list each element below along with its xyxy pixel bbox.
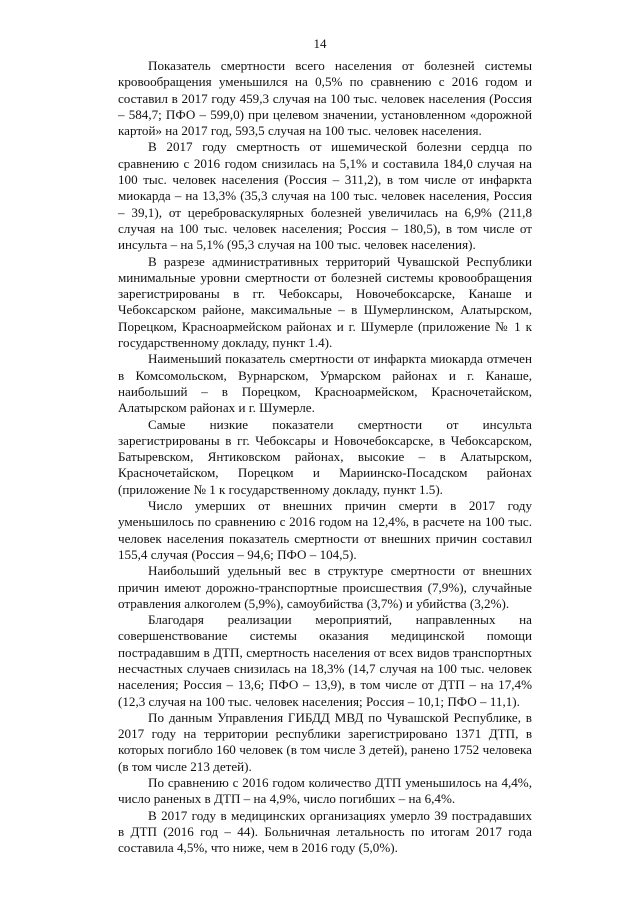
document-body	[118, 58, 532, 857]
page-number: 14	[313, 36, 327, 51]
paragraph-myocardial-infarction: Наименьший показатель смертности от инфаркта миокарда отмечен в Комсомольском, Вурнарском, Урмарском районах и г. Канаше, наибольший – в Порецком, Красноармейском, Красночетайском, Алатырском районах и г. Шумерле.	[118, 351, 532, 416]
paragraph-stroke-mortality: Самые низкие показатели смертности от инсульта зарегистрированы в гг. Чебоксары и Новочебоксарске, в Чебоксарском, Батыревском, Янтиковском районах, высокие – в Алатырском, Красночетайском, Порецком и Мариинско-Посадском районах (приложение № 1 к государственному докладу, пункт 1.5).	[118, 416, 532, 497]
paragraph-ischemic-heart-disease: В 2017 году смертность от ишемической болезни сердца по сравнению с 2016 годом снизилась на 5,1% и составила 184,0 случая на 100 тыс. человек населения (Россия – 311,2), в том числе от инфаркта миокарда – на 13,3% (35,3 случая на 100 тыс. человек населения, Россия – 39,1), от цереброваскулярных болезней увеличилась на 6,9% (211,8 случая на 100 тыс. человек населения; Россия – 180,5), в том числе от инсульта – на 5,1% (95,3 случая на 100 тыс. человек населения).	[118, 139, 532, 253]
paragraph-territorial-breakdown: В разрезе административных территорий Чувашской Республики минимальные уровни смертности от болезней системы кровообращения зарегистрированы в гг. Чебоксары, Новочебоксарске, Канаше и Чебоксарском районе, максимальные – в Шумерлинском, Алатырском, Порецком, Красноармейском районах и г. Шумерле (приложение № 1 к государственному докладу, пункт 1.4).	[118, 253, 532, 351]
paragraph-external-causes-structure: Наибольший удельный вес в структуре смертности от внешних причин имеют дорожно-транспортные происшествия (7,9%), случайные отравления алкоголем (5,9%), самоубийства (3,7%) и убийства (3,2%).	[118, 563, 532, 611]
paragraph-accident-comparison: По сравнению с 2016 годом количество ДТП уменьшилось на 4,4%, число раненых в ДТП – на 4,9%, число погибших – на 6,4%.	[118, 775, 532, 807]
paragraph-external-causes: Число умерших от внешних причин смерти в 2017 году уменьшилось по сравнению с 2016 годом на 12,4%, в расчете на 100 тыс. человек населения показатель смертности от внешних причин составил 155,4 случая (Россия – 94,6; ПФО – 104,5).	[118, 498, 532, 562]
paragraph-traffic-police-data: По данным Управления ГИБДД МВД по Чувашской Республике, в 2017 году на территории республики зарегистрировано 1371 ДТП, в которых погибло 160 человек (в том числе 3 детей), ранено 1752 человека (в том числе 213 детей).	[118, 709, 532, 774]
paragraph-transport-accidents: Благодаря реализации мероприятий, направленных на совершенствование системы оказания медицинской помощи пострадавшим в ДТП, смертность населения от всех видов транспортных несчастных случаев снизилась на 18,3% (14,7 случая на 100 тыс. человек населения; Россия – 13,6; ПФО – 13,9), в том числе от ДТП – на 17,4% (12,3 случая на 100 тыс. человек населения; Россия – 10,1; ПФО – 11,1).	[118, 612, 532, 709]
paragraph-circulatory-mortality: Показатель смертности всего населения от болезней системы кровообращения уменьшился на 0,5% по сравнению с 2016 годом и составил в 2017 году 459,3 случая на 100 тыс. человек населения (Россия – 584,7; ПФО – 599,0) при целевом значении, установленном «дорожной картой» на 2017 год, 593,5 случая на 100 тыс. человек населения.	[118, 58, 532, 139]
paragraph-hospital-lethality: В 2017 году в медицинских организациях умерло 39 пострадавших в ДТП (2016 год – 44). Больничная летальность по итогам 2017 года составила 4,5%, что ниже, чем в 2016 году (5,0%).	[118, 807, 532, 856]
